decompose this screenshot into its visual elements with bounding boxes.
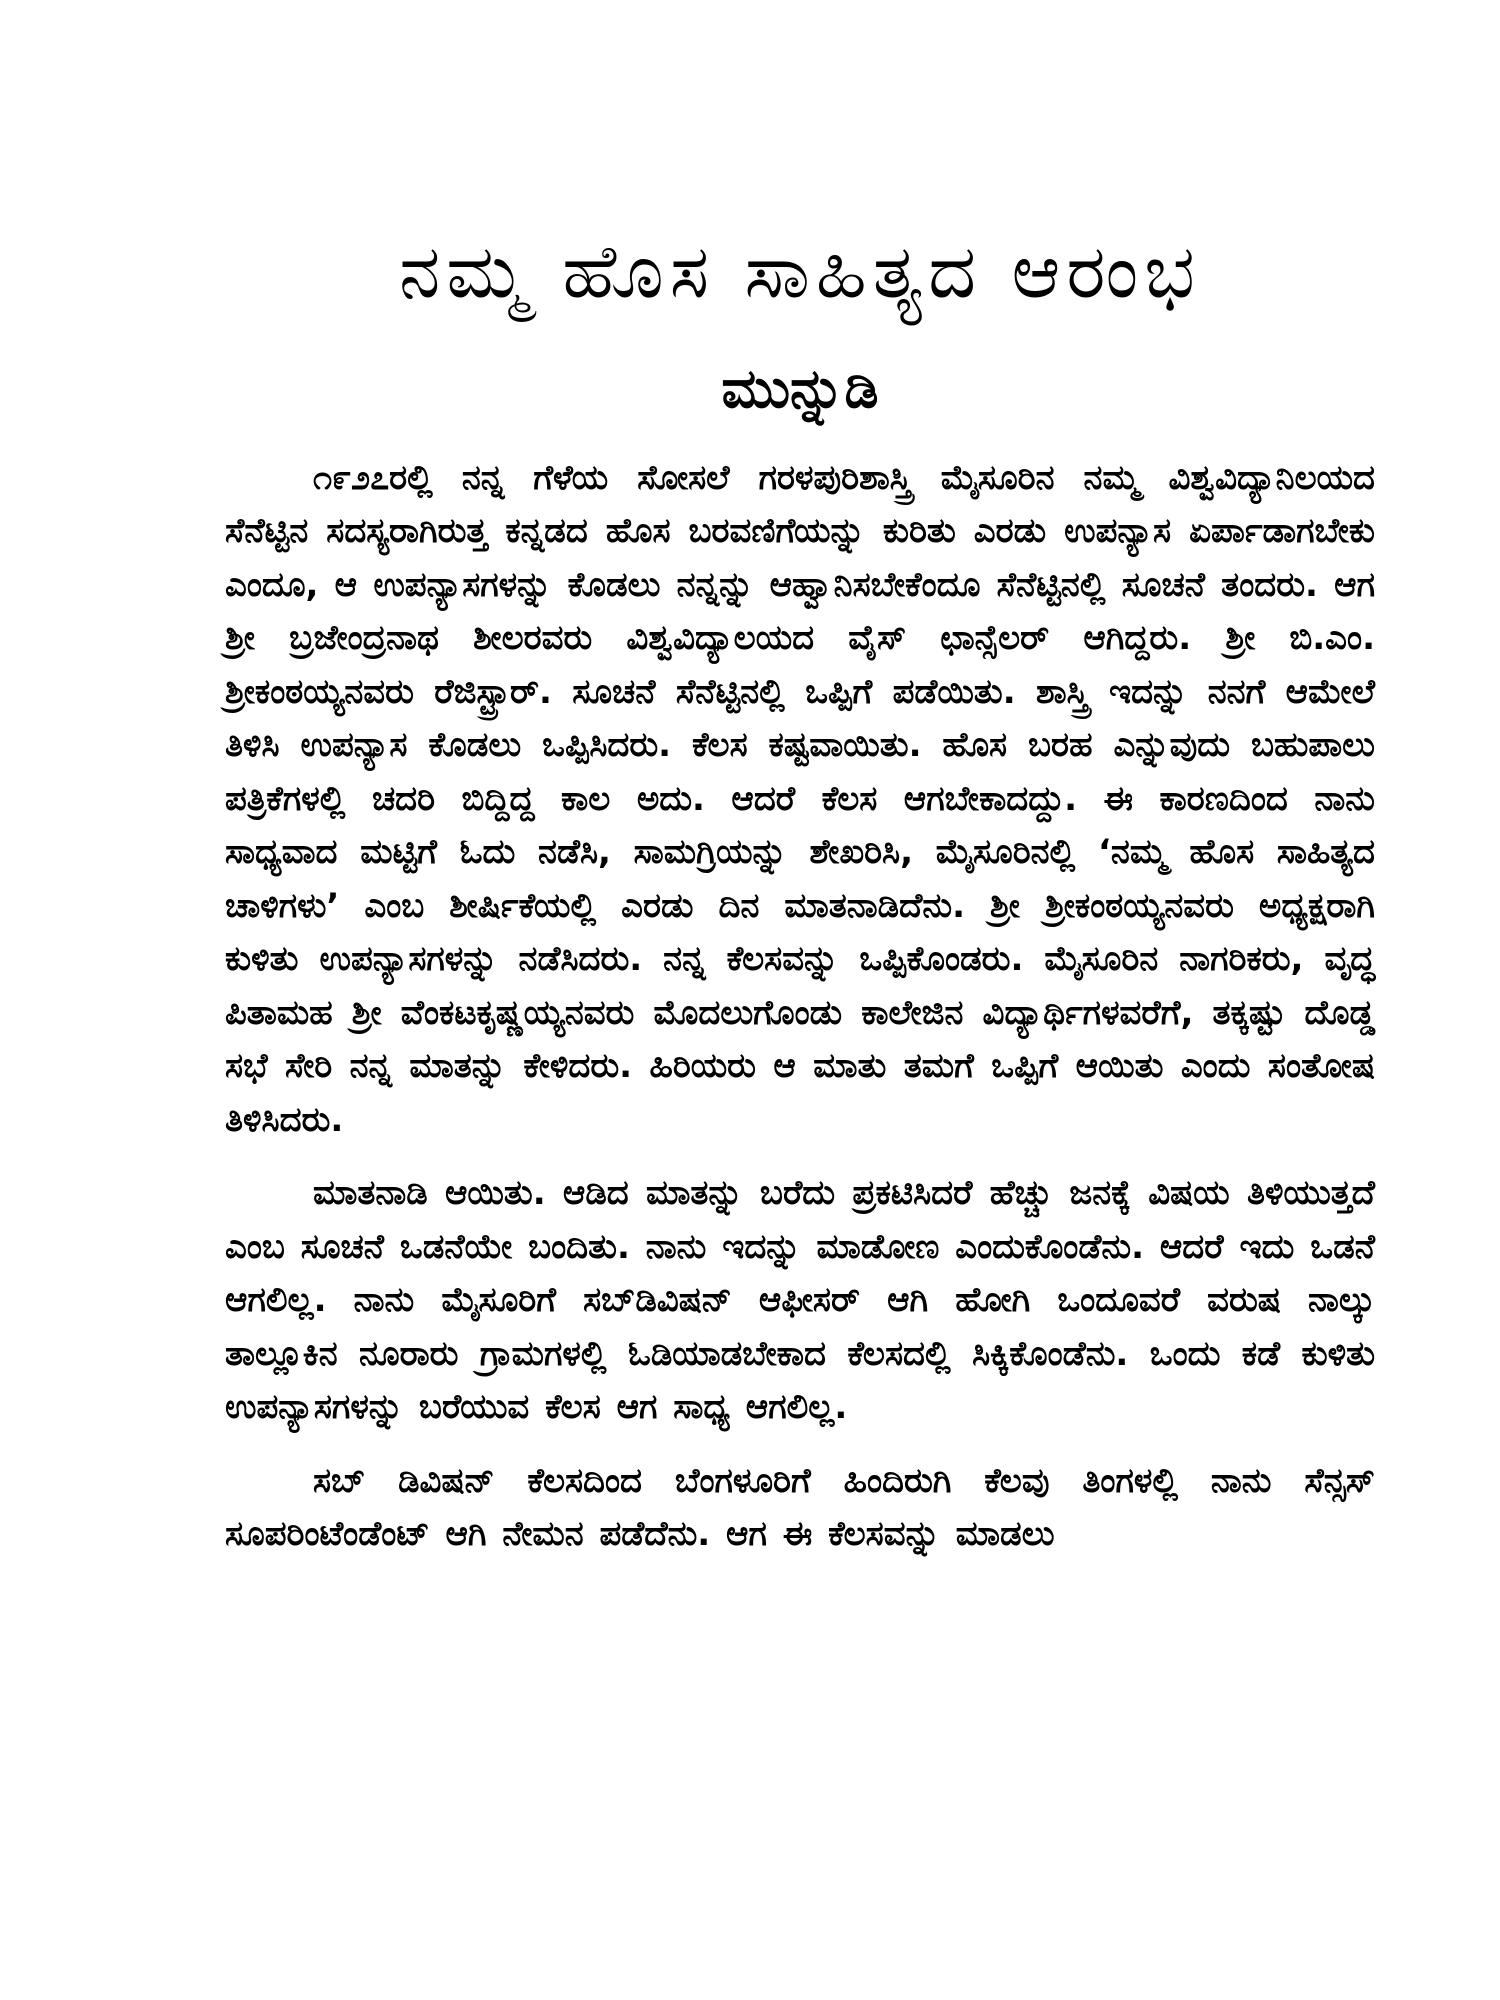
page-title: ನಮ್ಮ ಹೊಸ ಸಾಹಿತ್ಯದ ಆರಂಭ — [399, 229, 1201, 315]
paragraph-3: ಸಬ್ ಡಿವಿಷನ್ ಕೆಲಸದಿಂದ ಬೆಂಗಳೂರಿಗೆ ಹಿಂದಿರುಗಿ ಕೆಲವು ತಿಂಗಳಲ್ಲಿ ನಾನು ಸೆನ್ಸಸ್ ಸೂಪರಿಂಟೆಂಡೆಂಟ್ ಆಗಿ ನೇಮನ ಪಡೆದೆನು. ಆಗ ಈ ಕೆಲಸವನ್ನು ಮಾಡಲು — [225, 1460, 1375, 1555]
paragraph-1: ೧೯೨೭ರಲ್ಲಿ ನನ್ನ ಗೆಳೆಯ ಸೋಸಲೆ ಗರಳಪುರಿಶಾಸ್ತ್ರಿ ಮೈಸೂರಿನ ನಮ್ಮ ವಿಶ್ವವಿದ್ಯಾನಿಲಯದ ಸೆನೆಟ್ಟಿನ ಸದಸ್ಯರಾಗಿರುತ್ತ ಕನ್ನಡದ ಹೊಸ ಬರವಣಿಗೆಯನ್ನು ಕುರಿತು ಎರಡು ಉಪನ್ಯಾಸ ಏರ್ಪಾಡಾಗಬೇಕು ಎಂದೂ, ಆ ಉಪನ್ಯಾಸಗಳನ್ನು ಕೊಡಲು ನನ್ನನ್ನು ಆಹ್ವಾನಿಸಬೇಕೆಂದೂ ಸೆನೆಟ್ಟಿನಲ್ಲಿ ಸೂಚನೆ ತಂದರು. ಆಗ ಶ್ರೀ ಬ್ರಜೇಂದ್ರನಾಥ ಶೀಲರವರು ವಿಶ್ವವಿದ್ಯಾಲಯದ ವೈಸ್ ಛಾನ್ಸೆಲರ್ ಆಗಿದ್ದರು. ಶ್ರೀ ಬಿ.ಎಂ. ಶ್ರೀಕಂಠಯ್ಯನವರು ರೆಜಿಸ್ಟ್ರಾರ್. ಸೂಚನೆ ಸೆನೆಟ್ಟಿನಲ್ಲಿ ಒಪ್ಪಿಗೆ ಪಡೆಯಿತು. ಶಾಸ್ತ್ರಿ ಇದನ್ನು ನನಗೆ ಆಮೇಲೆ ತಿಳಿಸಿ ಉಪನ್ಯಾಸ ಕೊಡಲು ಒಪ್ಪಿಸಿದರು. ಕೆಲಸ ಕಷ್ಟವಾಯಿತು. ಹೊಸ ಬರಹ ಎನ್ನುವುದು ಬಹುಪಾಲು ಪತ್ರಿಕೆಗಳಲ್ಲಿ ಚದರಿ ಬಿದ್ದಿದ್ದ ಕಾಲ ಅದು. ಆದರೆ ಕೆಲಸ ಆಗಬೇಕಾದದ್ದು. ಈ ಕಾರಣದಿಂದ ನಾನು ಸಾಧ್ಯವಾದ ಮಟ್ಟಿಗೆ ಓದು ನಡೆಸಿ, ಸಾಮಗ್ರಿಯನ್ನು ಶೇಖರಿಸಿ, ಮೈಸೂರಿನಲ್ಲಿ ‘ನಮ್ಮ ಹೊಸ ಸಾಹಿತ್ಯದ ಚಾಳಿಗಳು’ ಎಂಬ ಶೀರ್ಷಿಕೆಯಲ್ಲಿ ಎರಡು ದಿನ ಮಾತನಾಡಿದೆನು. ಶ್ರೀ ಶ್ರೀಕಂಠಯ್ಯನವರು ಅಧ್ಯಕ್ಷರಾಗಿ ಕುಳಿತು ಉಪನ್ಯಾಸಗಳನ್ನು ನಡೆಸಿದರು. ನನ್ನ ಕೆಲಸವನ್ನು ಒಪ್ಪಿಕೊಂಡರು. ಮೈಸೂರಿನ ನಾಗರಿಕರು, ವೃದ್ಧ ಪಿತಾಮಹ ಶ್ರೀ ವೆಂಕಟಕೃಷ್ಣಯ್ಯನವರು ಮೊದಲುಗೊಂಡು ಕಾಲೇಜಿನ ವಿದ್ಯಾರ್ಥಿಗಳವರೆಗೆ, ತಕ್ಕಷ್ಟು ದೊಡ್ಡ ಸಭೆ ಸೇರಿ ನನ್ನ ಮಾತನ್ನು ಕೇಳಿದರು. ಹಿರಿಯರು ಆ ಮಾತು ತಮಗೆ ಒಪ್ಪಿಗೆ ಆಯಿತು ಎಂದು ಸಂತೋಷ ತಿಳಿಸಿದರು. — [225, 457, 1375, 1140]
paragraph-2: ಮಾತನಾಡಿ ಆಯಿತು. ಆಡಿದ ಮಾತನ್ನು ಬರೆದು ಪ್ರಕಟಿಸಿದರೆ ಹೆಚ್ಚು ಜನಕ್ಕೆ ವಿಷಯ ತಿಳಿಯುತ್ತದೆ ಎಂಬ ಸೂಚನೆ ಒಡನೆಯೇ ಬಂದಿತು. ನಾನು ಇದನ್ನು ಮಾಡೋಣ ಎಂದುಕೊಂಡೆನು. ಆದರೆ ಇದು ಒಡನೆ ಆಗಲಿಲ್ಲ. ನಾನು ಮೈಸೂರಿಗೆ ಸಬ್‌ಡಿವಿಷನ್ ಆಫೀಸರ್ ಆಗಿ ಹೋಗಿ ಒಂದೂವರೆ ವರುಷ ನಾಲ್ಕು ತಾಲ್ಲೂಕಿನ ನೂರಾರು ಗ್ರಾಮಗಳಲ್ಲಿ ಓಡಿಯಾಡಬೇಕಾದ ಕೆಲಸದಲ್ಲಿ ಸಿಕ್ಕಿಕೊಂಡೆನು. ಒಂದು ಕಡೆ ಕುಳಿತು ಉಪನ್ಯಾಸಗಳನ್ನು ಬರೆಯುವ ಕೆಲಸ ಆಗ ಸಾಧ್ಯ ಆಗಲಿಲ್ಲ. — [225, 1173, 1375, 1428]
section-heading: ಮುನ್ನುಡಿ — [721, 357, 879, 421]
document-page — [225, 230, 1375, 1582]
